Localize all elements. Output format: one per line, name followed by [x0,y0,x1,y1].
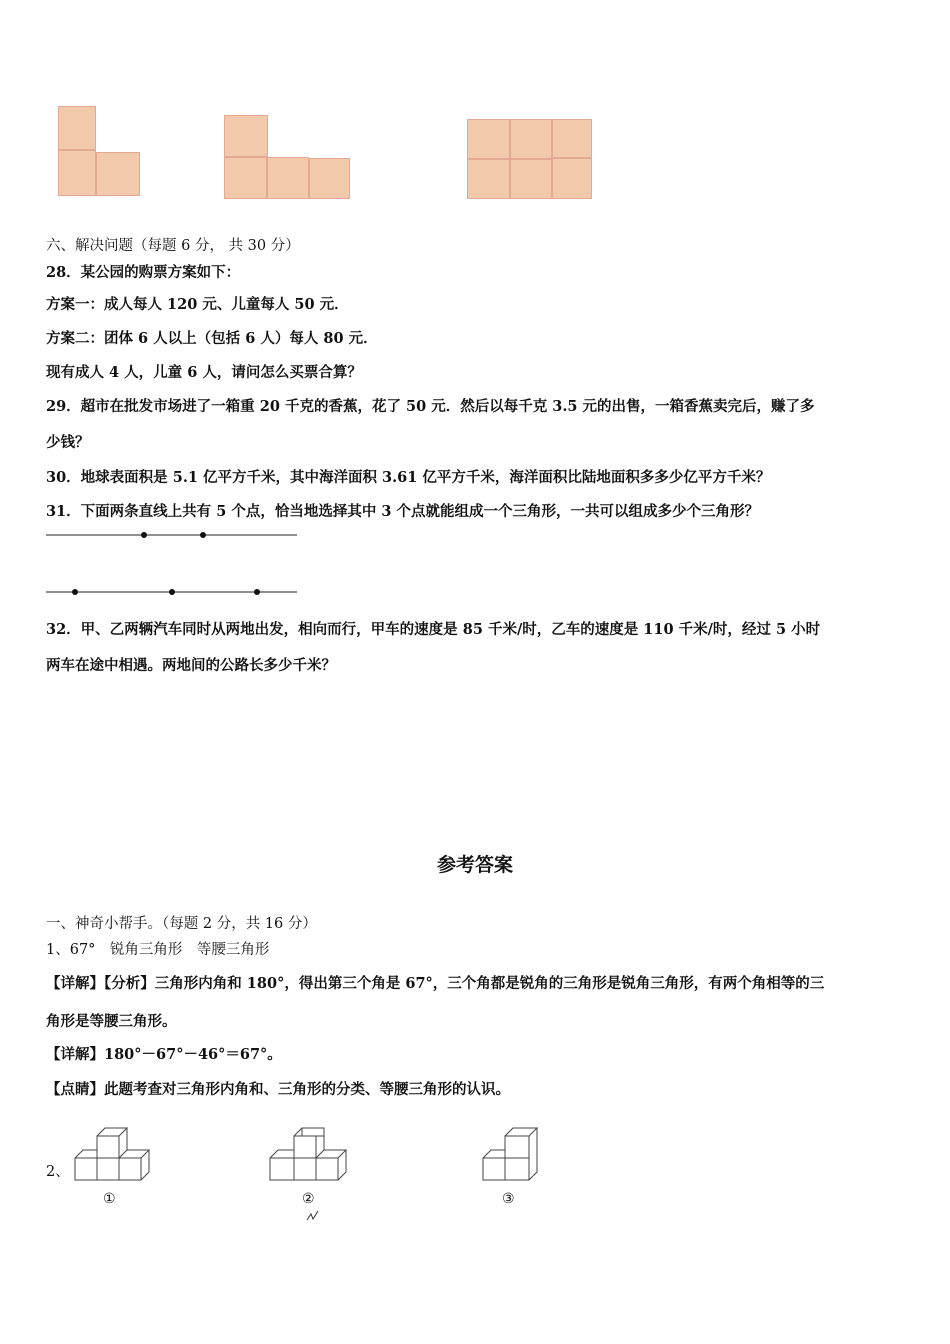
q31: 31．下面两条直线上共有 5 个点，恰当地选择其中 3 个点就能组成一个三角形，一共可以组成多少个三角形？ [46,503,760,520]
pen-mark [307,1211,318,1220]
cube-figure-3 [483,1128,537,1180]
q32-line2: 两车在途中相遇。两地间的公路长多少千米？ [46,657,336,674]
section-6-heading: 六、解决问题（每题 6 分， 共 30 分） [46,238,300,254]
answer-1-detail-line2: 角形是等腰三角形。 [46,1013,177,1030]
q29-line1: 29．超市在批发市场进了一箱重 20 千克的香蕉，花了 50 元．然后以每千克 3.5 元的出售，一箱香蕉卖完后，赚了多 [46,398,815,415]
q28-stem: 28．某公园的购票方案如下： [46,264,241,281]
q32-line1: 32．甲、乙两辆汽车同时从两地出发，相向而行，甲车的速度是 85 千米/时，乙车的速度是 110 千米/时，经过 5 小时 [46,621,821,638]
answer-1-detail-line1: 【详解】【分析】三角形内角和 180°，得出第三个角是 67°，三个角都是锐角的三角形是锐角三角形，有两个角相等的三 [46,975,825,992]
cube-figure-1 [75,1128,149,1180]
q28-plan2: 方案二：团体 6 人以上（包括 6 人）每人 80 元． [46,330,378,347]
q30: 30．地球表面积是 5.1 亿平方千米，其中海洋面积 3.61 亿平方千米，海洋面积比陆地面积多多少亿平方千米？ [46,469,771,486]
q29-line2: 少钱？ [46,434,90,451]
cube-figure-2 [270,1128,346,1180]
figure-label-3: ③ [502,1191,515,1207]
q28-plan1: 方案一：成人每人 120 元、儿童每人 50 元． [46,296,349,313]
answer-1: 1、67° 锐角三角形 等腰三角形 [46,942,270,958]
answers-title: 参考答案 [436,854,513,876]
answer-1-calc: 【详解】180°－67°－46°＝67°。 [46,1046,282,1063]
answer-1-comment: 【点睛】此题考查对三角形内角和、三角形的分类、等腰三角形的认识。 [46,1081,510,1098]
figure-label-2: ② [302,1191,315,1207]
q28-ask: 现有成人 4 人，儿童 6 人，请问怎么买票合算？ [46,364,362,381]
figure-label-1: ① [103,1191,116,1207]
answer-2-label: 2、 [46,1164,70,1180]
answers-section-1: 一、神奇小帮手。（每题 2 分，共 16 分） [46,916,317,932]
